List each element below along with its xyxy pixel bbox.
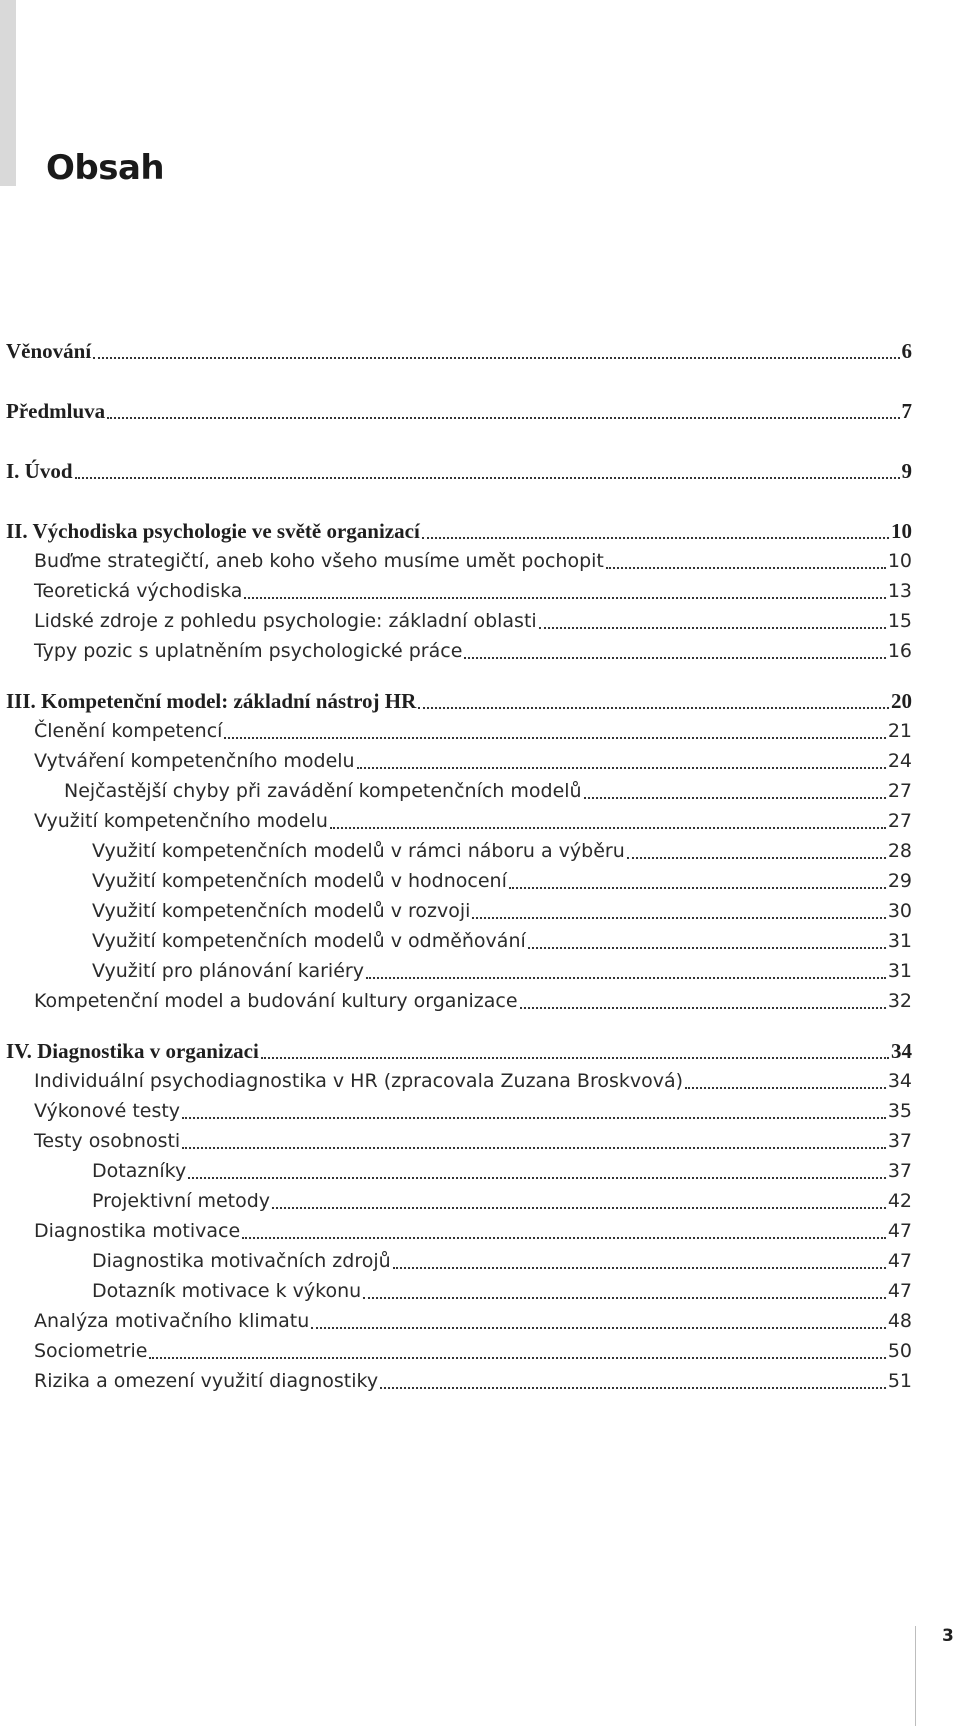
toc-entry[interactable] bbox=[6, 1126, 912, 1156]
toc-entry-page: 21 bbox=[887, 720, 912, 742]
table-of-contents bbox=[6, 336, 912, 1396]
toc-entry-page: 31 bbox=[887, 960, 912, 982]
toc-entry-label: Využití kompetenčního modelu bbox=[34, 810, 328, 832]
toc-leader-dots bbox=[261, 1057, 889, 1059]
toc-entry[interactable] bbox=[6, 956, 912, 986]
toc-entry-label: IV. Diagnostika v organizaci bbox=[6, 1039, 259, 1063]
toc-leader-dots bbox=[93, 357, 899, 359]
toc-entry[interactable] bbox=[6, 1336, 912, 1366]
toc-entry-label: Individuální psychodiagnostika v HR (zpracovala Zuzana Broskvová) bbox=[34, 1070, 684, 1092]
toc-leader-dots bbox=[224, 737, 885, 739]
toc-entry[interactable] bbox=[6, 576, 912, 606]
toc-leader-dots bbox=[464, 657, 885, 659]
toc-entry[interactable] bbox=[6, 716, 912, 746]
toc-entry[interactable] bbox=[6, 896, 912, 926]
toc-entry-label: Věnování bbox=[6, 339, 92, 363]
toc-entry-page: 10 bbox=[891, 519, 912, 543]
toc-entry-page: 27 bbox=[887, 780, 912, 802]
toc-leader-dots bbox=[107, 417, 899, 419]
toc-part-entry[interactable] bbox=[6, 336, 912, 366]
toc-entry-page: 42 bbox=[887, 1190, 912, 1212]
toc-leader-dots bbox=[528, 947, 886, 949]
toc-entry[interactable] bbox=[6, 926, 912, 956]
toc-entry-page: 16 bbox=[887, 640, 912, 662]
toc-entry-label: Předmluva bbox=[6, 399, 106, 423]
toc-entry-page: 10 bbox=[887, 550, 912, 572]
toc-entry[interactable] bbox=[6, 1066, 912, 1096]
toc-entry-label: I. Úvod bbox=[6, 459, 73, 483]
toc-spacer bbox=[6, 486, 912, 516]
toc-entry-label: Kompetenční model a budování kultury organizace bbox=[34, 990, 518, 1012]
toc-entry-label: Rizika a omezení využití diagnostiky bbox=[34, 1370, 379, 1392]
toc-spacer bbox=[6, 666, 912, 686]
toc-entry-page: 34 bbox=[891, 1039, 912, 1063]
toc-entry-label: Dotazníky bbox=[92, 1160, 187, 1182]
toc-entry-page: 51 bbox=[887, 1370, 912, 1392]
toc-entry[interactable] bbox=[6, 746, 912, 776]
toc-entry-page: 24 bbox=[887, 750, 912, 772]
toc-leader-dots bbox=[188, 1177, 886, 1179]
toc-leader-dots bbox=[149, 1357, 885, 1359]
toc-entry[interactable] bbox=[6, 636, 912, 666]
toc-leader-dots bbox=[422, 537, 889, 539]
toc-leader-dots bbox=[311, 1327, 886, 1329]
toc-entry-label: Typy pozic s uplatněním psychologické práce bbox=[34, 640, 463, 662]
toc-entry[interactable] bbox=[6, 866, 912, 896]
toc-part-entry[interactable] bbox=[6, 396, 912, 426]
toc-entry-label: III. Kompetenční model: základní nástroj HR bbox=[6, 689, 417, 713]
toc-spacer bbox=[6, 366, 912, 396]
page-title: Obsah bbox=[46, 148, 165, 188]
toc-spacer bbox=[6, 426, 912, 456]
toc-entry-label: Teoretická východiska bbox=[34, 580, 243, 602]
toc-entry-label: Projektivní metody bbox=[92, 1190, 271, 1212]
toc-leader-dots bbox=[366, 977, 886, 979]
toc-leader-dots bbox=[272, 1207, 886, 1209]
toc-leader-dots bbox=[584, 797, 886, 799]
toc-leader-dots bbox=[685, 1087, 886, 1089]
toc-entry[interactable] bbox=[6, 806, 912, 836]
toc-entry-page: 9 bbox=[901, 459, 912, 483]
toc-leader-dots bbox=[330, 827, 886, 829]
toc-leader-dots bbox=[539, 627, 886, 629]
toc-leader-dots bbox=[242, 1237, 886, 1239]
toc-leader-dots bbox=[472, 917, 885, 919]
page-number-divider bbox=[915, 1626, 916, 1726]
toc-leader-dots bbox=[363, 1297, 886, 1299]
toc-entry-page: 47 bbox=[887, 1220, 912, 1242]
toc-entry-page: 29 bbox=[887, 870, 912, 892]
toc-entry[interactable] bbox=[6, 1216, 912, 1246]
toc-entry-page: 47 bbox=[887, 1250, 912, 1272]
toc-part-entry[interactable] bbox=[6, 1036, 912, 1066]
toc-entry[interactable] bbox=[6, 1366, 912, 1396]
toc-entry-page: 50 bbox=[887, 1340, 912, 1362]
toc-leader-dots bbox=[182, 1147, 886, 1149]
toc-entry-label: Využití kompetenčních modelů v rozvoji bbox=[92, 900, 471, 922]
toc-leader-dots bbox=[244, 597, 885, 599]
toc-entry-label: Sociometrie bbox=[34, 1340, 148, 1362]
toc-entry-label: Analýza motivačního klimatu bbox=[34, 1310, 310, 1332]
toc-entry-page: 37 bbox=[887, 1160, 912, 1182]
toc-entry-page: 7 bbox=[901, 399, 912, 423]
toc-leader-dots bbox=[520, 1007, 886, 1009]
toc-entry[interactable] bbox=[6, 606, 912, 636]
toc-part-entry[interactable] bbox=[6, 686, 912, 716]
toc-entry[interactable] bbox=[6, 1246, 912, 1276]
toc-part-entry[interactable] bbox=[6, 516, 912, 546]
toc-entry[interactable] bbox=[6, 1156, 912, 1186]
toc-entry-label: Testy osobnosti bbox=[34, 1130, 181, 1152]
toc-entry[interactable] bbox=[6, 1306, 912, 1336]
toc-leader-dots bbox=[357, 767, 886, 769]
toc-leader-dots bbox=[606, 567, 886, 569]
toc-entry-label: Využití kompetenčních modelů v rámci náboru a výběru bbox=[92, 840, 625, 862]
toc-leader-dots bbox=[75, 477, 900, 479]
toc-entry[interactable] bbox=[6, 986, 912, 1016]
toc-entry-label: Výkonové testy bbox=[34, 1100, 181, 1122]
toc-leader-dots bbox=[380, 1387, 886, 1389]
toc-leader-dots bbox=[182, 1117, 886, 1119]
toc-entry-label: Dotazník motivace k výkonu bbox=[92, 1280, 362, 1302]
toc-entry-label: Využití kompetenčních modelů v odměňování bbox=[92, 930, 526, 952]
toc-entry-page: 20 bbox=[891, 689, 912, 713]
toc-entry-label: Lidské zdroje z pohledu psychologie: základní oblasti bbox=[34, 610, 537, 632]
toc-entry-page: 32 bbox=[887, 990, 912, 1012]
toc-entry-page: 47 bbox=[887, 1280, 912, 1302]
toc-leader-dots bbox=[627, 857, 886, 859]
side-accent-bar bbox=[0, 0, 16, 186]
toc-entry-page: 6 bbox=[901, 339, 912, 363]
toc-entry-page: 30 bbox=[887, 900, 912, 922]
toc-entry-page: 34 bbox=[887, 1070, 912, 1092]
toc-leader-dots bbox=[393, 1267, 886, 1269]
toc-entry[interactable] bbox=[6, 546, 912, 576]
toc-entry-label: Diagnostika motivačních zdrojů bbox=[92, 1250, 391, 1272]
toc-entry-page: 28 bbox=[887, 840, 912, 862]
toc-entry-label: Nejčastější chyby při zavádění kompetenčních modelů bbox=[64, 780, 582, 802]
toc-entry[interactable] bbox=[6, 776, 912, 806]
toc-spacer bbox=[6, 1016, 912, 1036]
toc-entry-page: 48 bbox=[887, 1310, 912, 1332]
toc-entry-label: Diagnostika motivace bbox=[34, 1220, 241, 1242]
page-number: 3 bbox=[942, 1626, 954, 1646]
toc-entry[interactable] bbox=[6, 836, 912, 866]
toc-entry-page: 35 bbox=[887, 1100, 912, 1122]
toc-entry-page: 13 bbox=[887, 580, 912, 602]
toc-entry-label: Využití pro plánování kariéry bbox=[92, 960, 364, 982]
toc-entry-page: 37 bbox=[887, 1130, 912, 1152]
toc-entry-label: Vytváření kompetenčního modelu bbox=[34, 750, 355, 772]
toc-part-entry[interactable] bbox=[6, 456, 912, 486]
toc-entry-label: Buďme strategičtí, aneb koho všeho musíme umět pochopit bbox=[34, 550, 604, 572]
toc-entry[interactable] bbox=[6, 1096, 912, 1126]
toc-leader-dots bbox=[509, 887, 886, 889]
toc-entry[interactable] bbox=[6, 1186, 912, 1216]
toc-entry-page: 27 bbox=[887, 810, 912, 832]
toc-entry-page: 15 bbox=[887, 610, 912, 632]
toc-leader-dots bbox=[418, 707, 889, 709]
toc-entry-label: II. Východiska psychologie ve světě organizací bbox=[6, 519, 420, 543]
toc-entry-page: 31 bbox=[887, 930, 912, 952]
toc-entry[interactable] bbox=[6, 1276, 912, 1306]
toc-entry-label: Členění kompetencí bbox=[34, 720, 223, 742]
toc-entry-label: Využití kompetenčních modelů v hodnocení bbox=[92, 870, 507, 892]
